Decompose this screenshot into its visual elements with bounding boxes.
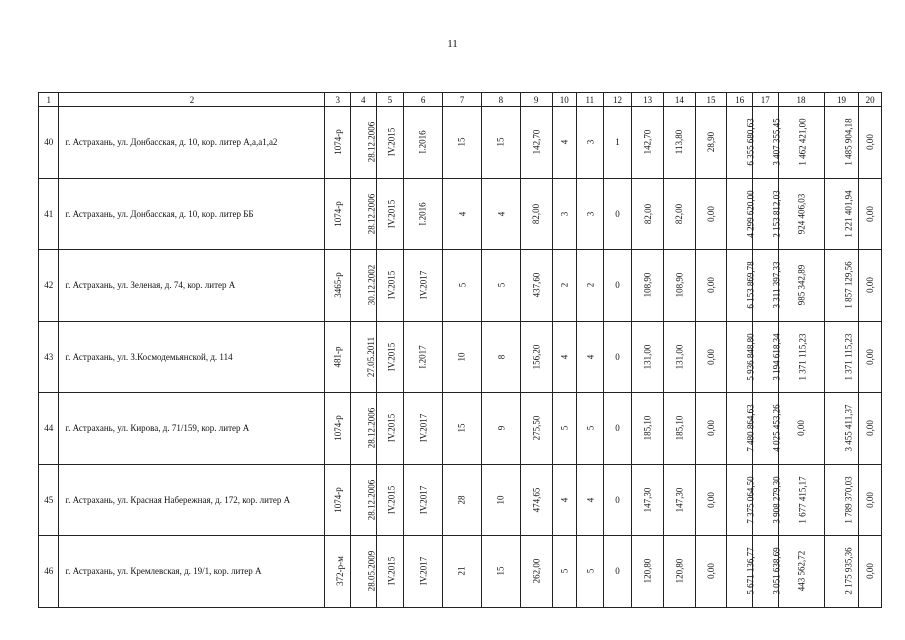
cell-value: 10 <box>456 352 467 362</box>
cell-col-14 <box>663 321 695 393</box>
cell-value: 1 371 115,23 <box>796 333 807 381</box>
cell-col-2: г. Астрахань, ул. Кирова, д. 71/159, кор. литер А <box>59 393 325 465</box>
cell-value: 1074-р <box>333 129 344 155</box>
cell-col-12: 1 <box>603 107 632 179</box>
cell-value: 30.12.2002 <box>366 265 377 306</box>
cell-col-2: г. Астрахань, ул. Красная Набережная, д. 172, кор. литер А <box>59 464 325 536</box>
cell-col-17 <box>752 178 782 250</box>
cell-col-8 <box>481 321 520 393</box>
cell-col-11 <box>577 393 604 465</box>
cell-col-17 <box>752 536 782 608</box>
cell-value: 4 <box>584 497 595 502</box>
cell-col-9 <box>520 250 552 322</box>
cell-col-15 <box>695 178 727 250</box>
cell-value: 4 <box>559 497 570 502</box>
cell-value: 1 789 370,03 <box>843 476 854 524</box>
column-number-5: 5 <box>376 93 404 107</box>
column-number-8: 8 <box>481 93 520 107</box>
cell-col-20 <box>859 250 882 322</box>
cell-col-9 <box>520 464 552 536</box>
cell-col-10 <box>552 178 577 250</box>
column-number-17: 17 <box>752 93 778 107</box>
cell-value: 15 <box>495 137 506 147</box>
table-row <box>39 321 882 393</box>
table-row <box>39 536 882 608</box>
cell-value: 0,00 <box>706 348 717 365</box>
cell-col-15 <box>695 107 727 179</box>
cell-value: 2 175 935,36 <box>843 547 854 595</box>
cell-value: 443 562,72 <box>796 551 807 592</box>
cell-value: 21 <box>456 566 467 576</box>
cell-col-13 <box>632 178 664 250</box>
cell-col-7 <box>443 393 482 465</box>
column-number-11: 11 <box>577 93 604 107</box>
cell-col-2: г. Астрахань, ул. Кремлевская, д. 19/1, кор. литер А <box>59 536 325 608</box>
cell-col-13 <box>632 393 664 465</box>
cell-value: 924 406,03 <box>796 193 807 234</box>
cell-value: 108,90 <box>642 272 653 298</box>
cell-value: 985 342,89 <box>796 265 807 306</box>
cell-value: 1 677 415,17 <box>797 476 808 524</box>
cell-value: 28.05.2009 <box>366 551 377 592</box>
cell-col-11 <box>577 536 604 608</box>
cell-value: 0,00 <box>865 134 876 151</box>
column-number-20: 20 <box>859 93 882 107</box>
column-number-13: 13 <box>632 93 664 107</box>
cell-value: 185,10 <box>642 415 653 441</box>
cell-col-19 <box>824 536 859 608</box>
cell-col-7 <box>443 321 482 393</box>
cell-value: 15 <box>456 137 467 147</box>
cell-col-4 <box>351 250 377 322</box>
cell-value: IV.2015 <box>385 270 396 300</box>
cell-value: 28.12.2006 <box>366 193 377 234</box>
cell-col-4 <box>351 107 377 179</box>
cell-col-20 <box>859 536 882 608</box>
column-number-18: 18 <box>778 93 824 107</box>
cell-value: 82,00 <box>531 203 542 224</box>
cell-value: 28,90 <box>706 132 717 153</box>
cell-value: IV.2017 <box>418 270 429 300</box>
cell-col-8 <box>481 464 520 536</box>
cell-col-19 <box>824 321 859 393</box>
cell-col-7 <box>443 536 482 608</box>
cell-value: 28.12.2006 <box>366 408 377 449</box>
cell-value: 0,00 <box>706 277 717 294</box>
cell-col-16 <box>727 536 757 608</box>
cell-col-12: 0 <box>603 536 632 608</box>
cell-col-14 <box>663 178 695 250</box>
page-number: 11 <box>447 38 458 50</box>
cell-col-8 <box>481 250 520 322</box>
cell-col-4 <box>351 321 377 393</box>
cell-value: 1074-р <box>333 415 344 441</box>
cell-value: 0,00 <box>796 420 807 437</box>
cell-col-17 <box>752 464 782 536</box>
cell-value: 4 <box>456 211 467 216</box>
cell-col-4 <box>351 178 377 250</box>
cell-value: 4 299 620,00 <box>746 190 757 238</box>
cell-value: 5 <box>584 569 595 574</box>
cell-col-14 <box>663 393 695 465</box>
column-number-19: 19 <box>824 93 859 107</box>
cell-col-14 <box>663 250 695 322</box>
cell-value: IV.2017 <box>418 413 429 443</box>
cell-value: 437,60 <box>531 272 542 298</box>
cell-col-8 <box>481 393 520 465</box>
cell-col-1: 44 <box>39 393 59 465</box>
cell-value: 372-р-м <box>335 556 346 587</box>
cell-value: 6 355 680,63 <box>746 118 757 166</box>
cell-col-19 <box>824 250 859 322</box>
cell-value: 4 <box>495 211 506 216</box>
cell-col-17 <box>752 107 782 179</box>
column-number-2: 2 <box>59 93 325 107</box>
cell-col-2: г. Астрахань, ул. З.Космодемьянской, д. 114 <box>59 321 325 393</box>
cell-col-4 <box>351 393 377 465</box>
cell-value: 1 221 401,94 <box>843 190 854 238</box>
cell-value: 15 <box>495 566 506 576</box>
table-row <box>39 393 882 465</box>
cell-value: 147,30 <box>674 487 685 513</box>
cell-value: 28 <box>456 495 467 505</box>
cell-col-11 <box>577 464 604 536</box>
cell-value: 1 857 129,56 <box>843 261 854 309</box>
cell-value: I.2017 <box>418 345 429 369</box>
column-number-3: 3 <box>325 93 351 107</box>
cell-col-17 <box>752 393 782 465</box>
cell-col-12: 0 <box>603 250 632 322</box>
cell-col-3 <box>325 393 351 465</box>
cell-value: 0,00 <box>865 205 876 222</box>
cell-value: 4 <box>584 354 595 359</box>
cell-col-14 <box>663 464 695 536</box>
cell-value: IV.2015 <box>385 485 396 515</box>
table-row <box>39 464 882 536</box>
cell-col-20 <box>859 107 882 179</box>
cell-col-13 <box>632 536 664 608</box>
cell-value: 147,30 <box>642 487 653 513</box>
cell-value: 3 <box>584 140 595 145</box>
cell-value: 0,00 <box>706 563 717 580</box>
column-number-14: 14 <box>663 93 695 107</box>
cell-col-17 <box>752 250 782 322</box>
cell-value: 3 <box>584 211 595 216</box>
cell-value: 474,65 <box>531 487 542 513</box>
cell-value: 142,70 <box>531 129 542 155</box>
cell-col-13 <box>632 321 664 393</box>
cell-col-15 <box>695 393 727 465</box>
cell-value: 2 <box>584 283 595 288</box>
cell-col-15 <box>695 464 727 536</box>
cell-value: 6 153 869,78 <box>746 261 757 309</box>
cell-value: 1 485 904,18 <box>843 118 854 166</box>
cell-value: 1 462 421,00 <box>797 118 808 166</box>
cell-value: 0,00 <box>706 205 717 222</box>
cell-col-3 <box>325 536 351 608</box>
cell-value: IV.2015 <box>385 127 396 157</box>
cell-value: 27.05.2011 <box>366 336 377 377</box>
cell-col-11 <box>577 250 604 322</box>
cell-value: 185,10 <box>674 415 685 441</box>
cell-col-2: г. Астрахань, ул. Донбасская, д. 10, кор. литер ББ <box>59 178 325 250</box>
cell-value: 142,70 <box>642 129 653 155</box>
cell-value: 10 <box>495 495 506 505</box>
cell-col-16 <box>727 321 757 393</box>
cell-value: 3 311 397,33 <box>771 261 782 309</box>
cell-col-10 <box>552 250 577 322</box>
cell-col-20 <box>859 321 882 393</box>
column-number-12: 12 <box>603 93 632 107</box>
cell-value: IV.2015 <box>385 199 396 229</box>
cell-col-6 <box>404 464 443 536</box>
cell-col-19 <box>824 107 859 179</box>
cell-col-12: 0 <box>603 393 632 465</box>
cell-value: 28.12.2006 <box>366 122 377 163</box>
cell-value: 156,20 <box>531 344 542 370</box>
cell-value: 5 <box>584 426 595 431</box>
cell-value: IV.2015 <box>385 556 396 586</box>
cell-col-4 <box>351 536 377 608</box>
cell-col-2: г. Астрахань, ул. Донбасская, д. 10, кор. литер А,а,а1,а2 <box>59 107 325 179</box>
cell-col-3 <box>325 107 351 179</box>
cell-col-9 <box>520 536 552 608</box>
cell-value: 0,00 <box>706 420 717 437</box>
cell-col-8 <box>481 536 520 608</box>
cell-value: 9 <box>495 426 506 431</box>
cell-value: IV.2015 <box>385 413 396 443</box>
cell-value: 120,80 <box>642 558 653 584</box>
cell-col-1: 40 <box>39 107 59 179</box>
cell-value: 7 375 064,50 <box>746 476 757 524</box>
cell-col-6 <box>404 178 443 250</box>
cell-value: I.2016 <box>418 130 429 154</box>
column-number-4: 4 <box>351 93 377 107</box>
cell-value: 5 <box>559 426 570 431</box>
cell-value: 1074-р <box>333 487 344 513</box>
column-number-16: 16 <box>727 93 753 107</box>
cell-value: 82,00 <box>642 203 653 224</box>
cell-col-5 <box>376 464 404 536</box>
cell-value: 1074-р <box>333 201 344 227</box>
cell-col-1: 45 <box>39 464 59 536</box>
cell-value: 5 671 136,77 <box>746 547 757 595</box>
cell-value: 0,00 <box>865 348 876 365</box>
cell-value: 3 908 279,30 <box>771 476 782 524</box>
cell-value: 15 <box>456 423 467 433</box>
cell-col-10 <box>552 321 577 393</box>
cell-col-18 <box>778 464 824 536</box>
cell-value: IV.2015 <box>385 342 396 372</box>
cell-col-14 <box>663 107 695 179</box>
cell-col-18 <box>778 321 824 393</box>
cell-col-18 <box>778 393 824 465</box>
cell-col-13 <box>632 107 664 179</box>
cell-value: 120,80 <box>674 558 685 584</box>
cell-col-5 <box>376 107 404 179</box>
cell-value: I.2016 <box>418 202 429 226</box>
cell-col-5 <box>376 536 404 608</box>
cell-col-8 <box>481 107 520 179</box>
cell-col-19 <box>824 393 859 465</box>
cell-col-20 <box>859 464 882 536</box>
cell-col-18 <box>778 536 824 608</box>
cell-col-11 <box>577 178 604 250</box>
cell-value: IV.2017 <box>418 485 429 515</box>
cell-value: 262,00 <box>531 558 542 584</box>
cell-col-9 <box>520 178 552 250</box>
cell-col-18 <box>778 107 824 179</box>
cell-value: 0,00 <box>865 491 876 508</box>
cell-col-12: 0 <box>603 178 632 250</box>
cell-col-13 <box>632 464 664 536</box>
cell-col-5 <box>376 393 404 465</box>
cell-value: 1 371 115,23 <box>843 333 854 381</box>
cell-col-16 <box>727 107 757 179</box>
cell-col-3 <box>325 321 351 393</box>
cell-col-4 <box>351 464 377 536</box>
cell-col-7 <box>443 107 482 179</box>
column-number-1: 1 <box>39 93 59 107</box>
cell-col-2: г. Астрахань, ул. Зеленая, д. 74, кор. литер А <box>59 250 325 322</box>
table-row <box>39 107 882 179</box>
cell-value: 2 <box>559 283 570 288</box>
cell-col-8 <box>481 178 520 250</box>
cell-value: 481-р <box>332 346 343 368</box>
cell-col-6 <box>404 536 443 608</box>
cell-value: 108,90 <box>674 272 685 298</box>
cell-col-20 <box>859 393 882 465</box>
cell-col-16 <box>727 464 757 536</box>
cell-value: 4 <box>559 354 570 359</box>
cell-value: 131,00 <box>642 344 653 370</box>
cell-col-6 <box>404 321 443 393</box>
cell-col-1: 46 <box>39 536 59 608</box>
cell-col-3 <box>325 250 351 322</box>
cell-col-6 <box>404 250 443 322</box>
cell-col-20 <box>859 178 882 250</box>
cell-col-5 <box>376 250 404 322</box>
column-number-15: 15 <box>695 93 727 107</box>
cell-col-7 <box>443 464 482 536</box>
cell-col-10 <box>552 536 577 608</box>
cell-col-19 <box>824 464 859 536</box>
cell-col-10 <box>552 464 577 536</box>
cell-value: 3465-р <box>333 272 344 298</box>
table-row <box>39 178 882 250</box>
cell-value: 4 025 453,26 <box>771 404 782 452</box>
cell-col-7 <box>443 178 482 250</box>
cell-col-13 <box>632 250 664 322</box>
cell-col-9 <box>520 321 552 393</box>
cell-col-6 <box>404 107 443 179</box>
cell-value: IV.2017 <box>418 556 429 586</box>
cell-value: 5 <box>495 283 506 288</box>
cell-col-6 <box>404 393 443 465</box>
cell-col-15 <box>695 321 727 393</box>
cell-value: 131,00 <box>674 344 685 370</box>
cell-col-7 <box>443 250 482 322</box>
cell-value: 0,00 <box>865 420 876 437</box>
cell-col-12: 0 <box>603 464 632 536</box>
column-number-6: 6 <box>404 93 443 107</box>
cell-col-16 <box>727 178 757 250</box>
cell-col-18 <box>778 250 824 322</box>
column-number-10: 10 <box>552 93 577 107</box>
cell-value: 3 407 355,45 <box>771 118 782 166</box>
cell-col-14 <box>663 536 695 608</box>
cell-col-15 <box>695 536 727 608</box>
cell-col-19 <box>824 178 859 250</box>
cell-col-15 <box>695 250 727 322</box>
column-number-header-row <box>39 93 882 107</box>
cell-col-16 <box>727 393 757 465</box>
cell-col-5 <box>376 321 404 393</box>
cell-col-9 <box>520 107 552 179</box>
housing-registry-table <box>38 92 882 608</box>
cell-col-10 <box>552 107 577 179</box>
cell-col-9 <box>520 393 552 465</box>
cell-col-3 <box>325 464 351 536</box>
cell-value: 5 936 848,80 <box>746 333 757 381</box>
cell-col-11 <box>577 107 604 179</box>
cell-value: 3 455 411,37 <box>843 404 854 452</box>
cell-value: 7 480 864,63 <box>746 404 757 452</box>
cell-value: 0,00 <box>865 277 876 294</box>
cell-value: 82,00 <box>674 203 685 224</box>
cell-value: 275,50 <box>531 415 542 441</box>
cell-col-12: 0 <box>603 321 632 393</box>
cell-col-10 <box>552 393 577 465</box>
cell-col-5 <box>376 178 404 250</box>
cell-value: 5 <box>456 283 467 288</box>
cell-value: 3 194 618,34 <box>771 333 782 381</box>
cell-value: 4 <box>559 140 570 145</box>
cell-value: 3 <box>559 211 570 216</box>
cell-value: 113,80 <box>674 130 685 155</box>
cell-col-17 <box>752 321 782 393</box>
cell-col-1: 41 <box>39 178 59 250</box>
cell-col-3 <box>325 178 351 250</box>
cell-value: 2 153 812,03 <box>771 190 782 238</box>
cell-value: 0,00 <box>706 491 717 508</box>
cell-col-1: 43 <box>39 321 59 393</box>
cell-col-11 <box>577 321 604 393</box>
cell-value: 0,00 <box>865 563 876 580</box>
cell-col-1: 42 <box>39 250 59 322</box>
cell-value: 3 051 638,69 <box>771 547 782 595</box>
column-number-9: 9 <box>520 93 552 107</box>
cell-value: 8 <box>495 354 506 359</box>
cell-value: 5 <box>559 569 570 574</box>
cell-col-18 <box>778 178 824 250</box>
cell-col-16 <box>727 250 757 322</box>
cell-value: 28.12.2006 <box>366 479 377 520</box>
table-row <box>39 250 882 322</box>
column-number-7: 7 <box>443 93 482 107</box>
